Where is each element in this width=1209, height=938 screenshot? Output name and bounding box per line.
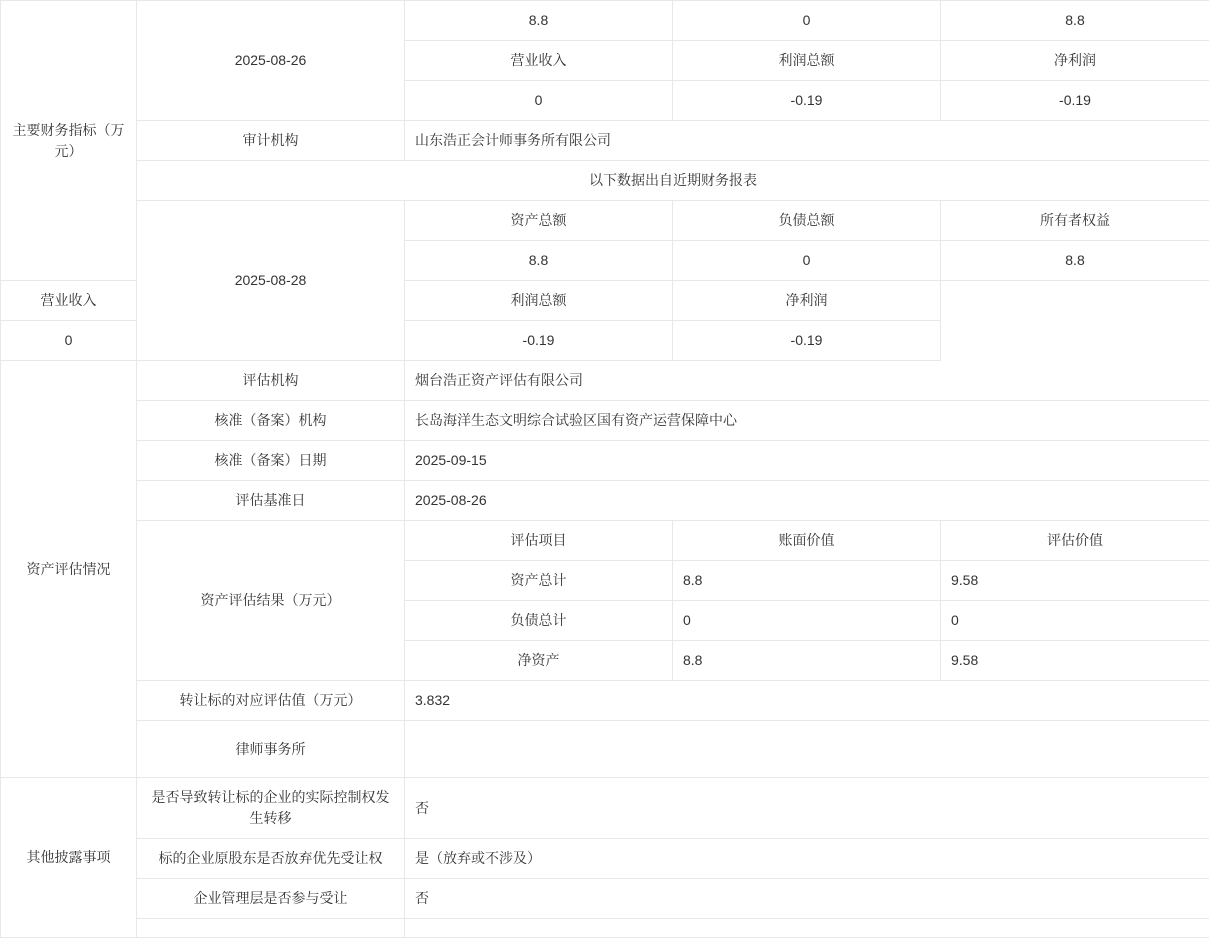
auditor-value: 山东浩正会计师事务所有限公司 <box>405 121 1209 161</box>
appraisal-result-col-head: 评估项目 <box>405 521 673 561</box>
other-row-label: 企业管理层是否参与受让 <box>137 879 405 919</box>
appraisal-row-label: 核准（备案）日期 <box>137 441 405 481</box>
recent-col-head: 资产总额 <box>405 201 673 241</box>
table-row <box>1 681 1209 721</box>
recent-cell: 0 <box>673 241 941 281</box>
table-row <box>1 919 1209 938</box>
other-row-value: 否 <box>405 879 1209 919</box>
appraisal-row-value: 2025-08-26 <box>405 481 1209 521</box>
appraisal-result-value: 9.58 <box>941 561 1209 601</box>
appraisal-row-value: 长岛海洋生态文明综合试验区国有资产运营保障中心 <box>405 401 1209 441</box>
recent-col-head: 负债总额 <box>673 201 941 241</box>
auditor-label: 审计机构 <box>137 121 405 161</box>
table-row <box>1 401 1209 441</box>
appraisal-row-value: 2025-09-15 <box>405 441 1209 481</box>
appraisal-result-book: 0 <box>673 601 941 641</box>
other-row-value <box>405 919 1209 938</box>
financial-date-1: 2025-08-26 <box>137 1 405 121</box>
appraisal-row-label: 核准（备案）机构 <box>137 401 405 441</box>
section-label-financial: 主要财务指标（万元） <box>1 1 137 281</box>
recent-cell: 8.8 <box>941 241 1209 281</box>
financial-col-head: 净利润 <box>941 41 1209 81</box>
recent-col-head: 营业收入 <box>1 281 137 321</box>
appraisal-result-value: 9.58 <box>941 641 1209 681</box>
financial-cell: 0 <box>405 81 673 121</box>
appraisal-result-item: 资产总计 <box>405 561 673 601</box>
law-firm-label: 律师事务所 <box>137 721 405 778</box>
other-row-value: 是（放弃或不涉及） <box>405 839 1209 879</box>
table-row <box>1 481 1209 521</box>
section-label-other: 其他披露事项 <box>1 778 137 938</box>
financial-cell: 8.8 <box>405 1 673 41</box>
table-row <box>1 721 1209 778</box>
other-row-label: 标的企业原股东是否放弃优先受让权 <box>137 839 405 879</box>
financial-cell: 8.8 <box>941 1 1209 41</box>
other-row-value: 否 <box>405 778 1209 839</box>
table-row <box>1 879 1209 919</box>
financial-date-2: 2025-08-28 <box>137 201 405 361</box>
other-row-label <box>137 919 405 938</box>
table-row <box>1 201 1209 241</box>
other-row-label: 是否导致转让标的企业的实际控制权发生转移 <box>137 778 405 839</box>
law-firm-value <box>405 721 1209 778</box>
appraisal-row-value: 烟台浩正资产评估有限公司 <box>405 361 1209 401</box>
table-row <box>1 441 1209 481</box>
appraisal-result-label: 资产评估结果（万元） <box>137 521 405 681</box>
table-row <box>1 839 1209 879</box>
recent-col-head: 利润总额 <box>405 281 673 321</box>
recent-cell: -0.19 <box>673 321 941 361</box>
appraisal-row-label: 评估基准日 <box>137 481 405 521</box>
table-row <box>1 778 1209 839</box>
recent-col-head: 净利润 <box>673 281 941 321</box>
appraisal-result-book: 8.8 <box>673 641 941 681</box>
recent-cell: 8.8 <box>405 241 673 281</box>
transfer-appraisal-value: 3.832 <box>405 681 1209 721</box>
appraisal-result-item: 净资产 <box>405 641 673 681</box>
appraisal-row-label: 评估机构 <box>137 361 405 401</box>
table-row <box>1 1 1209 41</box>
table-row <box>1 521 1209 561</box>
transfer-appraisal-label: 转让标的对应评估值（万元） <box>137 681 405 721</box>
table-row <box>1 121 1209 161</box>
recent-cell: 0 <box>1 321 137 361</box>
appraisal-result-col-head: 账面价值 <box>673 521 941 561</box>
recent-report-note: 以下数据出自近期财务报表 <box>137 161 1209 201</box>
financial-col-head: 营业收入 <box>405 41 673 81</box>
table-row <box>1 161 1209 201</box>
table-row <box>1 361 1209 401</box>
appraisal-result-value: 0 <box>941 601 1209 641</box>
financial-col-head: 利润总额 <box>673 41 941 81</box>
section-label-appraisal: 资产评估情况 <box>1 361 137 778</box>
appraisal-result-book: 8.8 <box>673 561 941 601</box>
financial-cell: -0.19 <box>673 81 941 121</box>
appraisal-result-col-head: 评估价值 <box>941 521 1209 561</box>
recent-col-head: 所有者权益 <box>941 201 1209 241</box>
appraisal-result-item: 负债总计 <box>405 601 673 641</box>
financial-cell: -0.19 <box>941 81 1209 121</box>
recent-cell: -0.19 <box>405 321 673 361</box>
financial-cell: 0 <box>673 1 941 41</box>
